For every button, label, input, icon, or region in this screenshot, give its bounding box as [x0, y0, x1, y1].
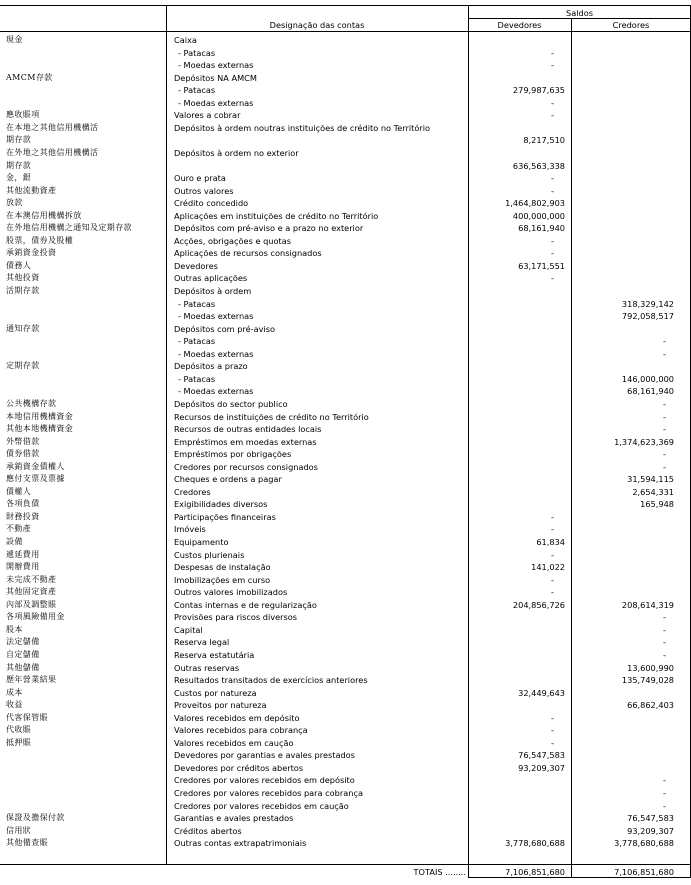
account-name-pt: Exigibilidades diversos: [174, 499, 268, 510]
account-name-zh: 股本: [6, 624, 23, 634]
account-name-zh: 開辦費用: [6, 562, 40, 572]
account-name-zh: 在本地之其他信用機構活: [6, 122, 99, 132]
account-name-zh: 遞延費用: [6, 549, 40, 559]
account-name-zh: 金，銀: [6, 173, 32, 183]
account-name-zh: 不動產: [6, 524, 32, 534]
account-name-pt: Credores por recursos consignados: [174, 461, 318, 472]
account-name-pt: Capital: [174, 624, 203, 635]
account-name-zh: 期存款: [6, 160, 32, 170]
devedores-value: -: [551, 725, 554, 736]
account-name-pt: Aplicações de recursos consignados: [174, 248, 322, 259]
account-name-pt: - Patacas: [178, 298, 216, 309]
account-name-zh: 其他投資: [6, 273, 40, 283]
account-name-zh: 放款: [6, 198, 23, 208]
account-name-zh: 自定儲備: [6, 649, 40, 659]
account-name-pt: - Patacas: [178, 373, 216, 384]
credores-value: -: [663, 424, 666, 435]
credores-value: 1,374,623,369: [614, 436, 674, 447]
account-name-zh: 各項風險備用金: [6, 612, 65, 622]
account-name-pt: Outros valores imobilizados: [174, 587, 288, 598]
account-name-pt: Credores por valores recebidos em caução: [174, 800, 349, 811]
account-name-pt: Depósitos com pré-aviso: [174, 323, 276, 334]
account-name-zh: 活期存款: [6, 286, 40, 295]
devedores-value: -: [551, 524, 554, 535]
account-name-pt: Valores recebidos em caução: [174, 737, 294, 748]
header-devedores: Devedores: [497, 20, 542, 30]
credores-value: 208,614,319: [621, 599, 674, 610]
credores-value: -: [663, 788, 666, 798]
account-name-zh: 債券借款: [6, 449, 40, 459]
account-name-zh: 債務人: [6, 260, 32, 270]
devedores-value: -: [551, 235, 554, 246]
account-name-zh: 承銷資金債權人: [6, 461, 65, 471]
account-name-zh: 在外地之其他信用機構活: [6, 147, 99, 157]
rule-header: [0, 31, 691, 32]
credores-value: 318,329,142: [621, 298, 674, 309]
devedores-value: -: [551, 549, 554, 560]
account-name-pt: Imóveis: [174, 524, 206, 535]
account-name-pt: Contas internas e de regularização: [174, 599, 317, 610]
credores-value: -: [663, 411, 666, 422]
account-name-zh: 法定儲備: [6, 637, 40, 647]
devedores-value: -: [551, 273, 554, 284]
account-name-zh: 財務投資: [6, 511, 40, 521]
account-name-pt: Ouro e prata: [174, 173, 226, 184]
account-name-pt: Outras reservas: [174, 662, 240, 673]
credores-value: -: [663, 649, 666, 660]
devedores-value: 1,464,802,903: [505, 198, 565, 209]
account-name-pt: Depósitos à ordem noutras instituições de crédito no Território: [174, 122, 431, 133]
devedores-value: 61,834: [536, 537, 565, 547]
account-name-pt: Valores recebidos para cobrança: [174, 725, 308, 736]
account-name-zh: 在外地信用機構之通知及定期存款: [6, 223, 132, 233]
account-name-pt: - Moedas externas: [178, 311, 254, 322]
account-name-pt: Credores: [174, 486, 211, 497]
totals-credores: 7,106,851,680: [614, 867, 674, 877]
account-name-zh: 其他流動資產: [6, 185, 57, 195]
account-name-pt: Caixa: [174, 35, 197, 45]
account-name-pt: Recursos de outras entidades locais: [174, 424, 322, 435]
devedores-value: 32,449,643: [518, 687, 565, 698]
rule-saldos: [468, 18, 691, 19]
devedores-value: -: [551, 587, 554, 598]
account-name-pt: Recursos de instituições de crédito no Território: [174, 411, 369, 422]
rule-col-1: [166, 5, 167, 865]
devedores-value: -: [551, 511, 554, 522]
account-name-pt: Custos por natureza: [174, 687, 257, 698]
devedores-value: 400,000,000: [512, 210, 565, 221]
devedores-value: 8,217,510: [523, 135, 565, 146]
account-name-zh: 各項負債: [6, 499, 40, 509]
credores-value: -: [663, 449, 666, 460]
account-name-pt: Valores a cobrar: [174, 110, 241, 121]
account-name-zh: AMCM存款: [6, 72, 53, 82]
credores-value: 76,547,583: [627, 813, 674, 824]
account-name-zh: 通知存款: [6, 323, 40, 333]
credores-value: 135,749,028: [621, 675, 674, 686]
credores-value: -: [663, 348, 666, 359]
account-name-pt: Depósitos a prazo: [174, 361, 248, 372]
credores-value: -: [663, 461, 666, 472]
account-name-pt: Aplicações em instituições de crédito no Território: [174, 210, 379, 221]
account-name-pt: Empréstimos em moedas externas: [174, 436, 317, 447]
account-name-zh: 未完成不動產: [6, 574, 57, 584]
header-saldos: Saldos: [566, 8, 593, 18]
account-name-zh: 在本澳信用機構拆放: [6, 210, 82, 220]
credores-value: -: [663, 637, 666, 648]
devedores-value: 636,563,338: [512, 160, 565, 171]
account-name-zh: 其他儲備: [6, 662, 40, 672]
rule-top: [0, 5, 691, 6]
account-name-zh: 收益: [6, 700, 23, 710]
account-name-pt: - Moedas externas: [178, 386, 254, 397]
devedores-value: -: [551, 97, 554, 108]
account-name-zh: 應收賬項: [6, 110, 40, 120]
account-name-pt: Participações financeiras: [174, 511, 276, 522]
account-name-zh: 信用狀: [6, 825, 32, 835]
account-name-zh: 歷年營業結果: [6, 675, 57, 685]
credores-value: 792,058,517: [621, 311, 674, 322]
credores-value: 66,862,403: [627, 700, 674, 711]
account-name-pt: Custos plurienais: [174, 549, 245, 560]
devedores-value: -: [551, 60, 554, 71]
account-name-pt: Outros valores: [174, 185, 234, 196]
account-name-zh: 代收賬: [6, 725, 32, 735]
account-name-pt: Créditos abertos: [174, 825, 242, 836]
credores-value: 165,948: [640, 499, 674, 510]
account-name-zh: 承銷資金投資: [6, 248, 57, 258]
rule-totals: [0, 864, 691, 865]
devedores-value: 279,987,635: [512, 85, 565, 96]
account-name-pt: - Patacas: [178, 336, 216, 347]
devedores-value: 141,022: [531, 562, 565, 573]
credores-value: -: [663, 336, 666, 347]
account-name-pt: Crédito concedido: [174, 198, 249, 209]
account-name-pt: Proveitos por natureza: [174, 700, 267, 711]
account-name-pt: - Moedas externas: [178, 348, 254, 359]
account-name-pt: Depósitos com pré-aviso e a prazo no exterior: [174, 223, 364, 234]
account-name-zh: 定期存款: [6, 361, 40, 371]
account-name-zh: 其他固定資產: [6, 587, 57, 597]
account-name-pt: - Patacas: [178, 85, 216, 96]
account-name-zh: 抵押賬: [6, 737, 32, 747]
credores-value: -: [663, 775, 666, 786]
credores-value: -: [663, 398, 666, 409]
account-name-zh: 股票，債券及股權: [6, 235, 74, 245]
account-name-pt: Cheques e ordens a pagar: [174, 474, 282, 485]
devedores-value: -: [551, 185, 554, 196]
credores-value: -: [663, 612, 666, 623]
account-name-pt: Devedores por garantias e avales prestados: [174, 750, 355, 761]
account-name-zh: 成本: [6, 687, 23, 697]
credores-value: 2,654,331: [632, 486, 674, 497]
credores-value: -: [663, 800, 666, 811]
credores-value: 13,600,990: [627, 662, 674, 673]
account-name-pt: Credores por valores recebidos para cobrança: [174, 788, 363, 798]
credores-value: 3,778,680,688: [614, 838, 674, 849]
account-name-pt: Equipamento: [174, 537, 229, 547]
totals-label: TOTAIS ........: [413, 867, 466, 877]
account-name-pt: Outras contas extrapatrimoniais: [174, 838, 307, 849]
devedores-value: -: [551, 110, 554, 121]
devedores-value: 76,547,583: [518, 750, 565, 761]
header-credores: Credores: [612, 20, 650, 30]
credores-value: -: [663, 624, 666, 635]
account-name-pt: Credores por valores recebidos em depósito: [174, 775, 355, 786]
account-name-zh: 本地信用機構資金: [6, 411, 74, 421]
account-name-zh: 內部及調整賬: [6, 599, 57, 609]
account-name-pt: Outras aplicações: [174, 273, 248, 284]
account-name-pt: Depósitos à ordem no exterior: [174, 147, 299, 158]
account-name-zh: 公共機構存款: [6, 398, 57, 408]
account-name-zh: 外幣借款: [6, 436, 40, 446]
devedores-value: 204,856,726: [512, 599, 565, 610]
account-name-zh: 保證及擔保付款: [6, 813, 65, 823]
account-name-zh: 期存款: [6, 135, 32, 145]
devedores-value: -: [551, 737, 554, 748]
account-name-pt: - Moedas externas: [178, 97, 254, 108]
account-name-pt: Reserva legal: [174, 637, 230, 648]
account-name-zh: 其他本地機構資金: [6, 424, 74, 434]
account-name-pt: Devedores por créditos abertos: [174, 762, 304, 773]
account-name-pt: Empréstimos por obrigações: [174, 449, 292, 460]
devedores-value: 3,778,680,688: [505, 838, 565, 849]
rule-bottom: [468, 877, 691, 878]
account-name-zh: 應付支票及票據: [6, 474, 65, 484]
devedores-value: -: [551, 712, 554, 723]
credores-value: 93,209,307: [627, 825, 674, 836]
account-name-pt: Valores recebidos em depósito: [174, 712, 300, 723]
account-name-pt: Provisões para riscos diversos: [174, 612, 298, 623]
devedores-value: 93,209,307: [518, 762, 565, 773]
devedores-value: -: [551, 173, 554, 184]
totals-devedores: 7,106,851,680: [505, 867, 565, 877]
credores-value: 146,000,000: [621, 373, 674, 384]
account-name-pt: - Patacas: [178, 47, 216, 58]
devedores-value: -: [551, 248, 554, 259]
devedores-value: -: [551, 574, 554, 585]
account-name-zh: 債權人: [6, 486, 32, 496]
account-name-pt: Depósitos NA AMCM: [174, 72, 257, 83]
account-name-pt: Resultados transitados de exercícios anteriores: [174, 675, 368, 686]
account-name-pt: Despesas de instalação: [174, 562, 271, 573]
account-name-pt: Depósitos à ordem: [174, 286, 252, 296]
account-name-pt: Imobilizações em curso: [174, 574, 271, 585]
account-name-pt: - Moedas externas: [178, 60, 254, 71]
account-name-pt: Reserva estatutária: [174, 649, 255, 660]
account-name-pt: Devedores: [174, 260, 218, 271]
devedores-value: 63,171,551: [518, 260, 565, 271]
account-name-pt: Acções, obrigações e quotas: [174, 235, 291, 246]
account-name-zh: 其他備查賬: [6, 838, 48, 848]
header-designacao: Designação das contas: [269, 20, 365, 30]
credores-value: 31,594,115: [627, 474, 674, 485]
devedores-value: 68,161,940: [518, 223, 565, 234]
rule-col-3: [571, 18, 572, 878]
account-name-zh: 現金: [6, 35, 23, 44]
account-name-zh: 代客保管賬: [6, 712, 48, 722]
credores-value: 68,161,940: [627, 386, 674, 397]
account-name-zh: 設備: [6, 537, 23, 546]
account-name-pt: Garantias e avales prestados: [174, 813, 294, 824]
devedores-value: -: [551, 47, 554, 58]
account-name-pt: Depósitos do sector publico: [174, 398, 288, 409]
rule-col-2: [468, 5, 469, 878]
